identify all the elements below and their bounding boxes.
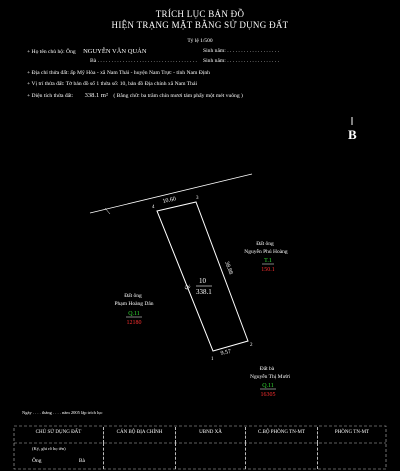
neighbor-owner-type: Đất ông: [256, 241, 274, 247]
signature-table-header: [14, 427, 386, 443]
north-label: B: [348, 127, 357, 142]
neighbor-area: 150.1: [261, 267, 275, 273]
dimension-right: 38.88: [223, 260, 234, 276]
owner-name: NGUYỄN VĂN QUẢN: [83, 48, 147, 55]
document-subtitle: HIỆN TRẠNG MẶT BẰNG SỬ DỤNG ĐẤT: [111, 20, 289, 30]
neighbor-owner-type: Đất ông: [124, 293, 142, 299]
neighbor-code: Q.11: [128, 311, 140, 317]
area-value: 338.1 m²: [84, 92, 108, 99]
table-header-cell: C.BỘ PHÒNG TN-MT: [246, 427, 318, 443]
neighbor-owner-type: Đất bà: [259, 366, 275, 372]
vertex-label: 1: [211, 357, 214, 362]
neighbor-code: T.1: [264, 258, 272, 264]
location-line: + Vị trí thửa đất: Tờ bản đồ số 1 thửa số: 10, bản đồ Địa chính xã Nam Thái: [27, 81, 198, 87]
neighbor-owner-name: Nguyễn Phú Hoàng: [244, 249, 288, 255]
document-title: TRÍCH LỤC BẢN ĐỒ: [155, 9, 245, 19]
cadastral-officer-cell: [104, 443, 176, 469]
signature-owner: Ông: [32, 458, 42, 464]
parcel-number: 10: [199, 277, 206, 285]
address-line: + Địa chỉ thửa đất: ấp Mỹ Hòa - xã Nam Thái - huyện Nam Trực - tỉnh Nam Định: [27, 70, 210, 76]
vertex-label: 4: [152, 205, 155, 210]
vertex-label: 3: [196, 196, 199, 201]
signature-spouse: Bà: [78, 458, 85, 464]
signature-note: (Ký, ghi rõ họ tên): [32, 446, 66, 451]
road-line: [90, 174, 252, 213]
parcel-area: 338.1: [196, 288, 212, 296]
tnmt-office-cell: [318, 443, 386, 469]
tnmt-officer-cell: [246, 443, 318, 469]
table-header-cell: UBND XÃ: [176, 427, 246, 443]
neighbor-owner-name: Phạm Hoàng Dân: [114, 301, 154, 307]
table-header-cell: CHỦ SỬ DỤNG ĐẤT: [14, 427, 104, 443]
neighbor-code: Q.11: [262, 383, 274, 389]
signature-names: [32, 458, 103, 464]
table-header-cell: CÁN BỘ ĐỊA CHÍNH: [104, 427, 176, 443]
commune-ubnd-cell: [176, 443, 246, 469]
spouse-line: Bà . . . . . . . . . . . . . . . . . . . . . . . . . . . . . . . . . . . .: [90, 58, 197, 64]
owner-prefix: + Họ tên chủ hộ: Ông: [27, 49, 76, 55]
signature-table-body: [14, 443, 386, 469]
table-header-cell: PHÒNG TN-MT: [334, 430, 370, 435]
neighbor-area: 16305: [260, 392, 276, 398]
area-prefix: + Diện tích thửa đất:: [27, 93, 74, 99]
neighbor-owner-name: Nguyễn Thị Mười: [249, 374, 291, 380]
parcel-side-label: Q.: [184, 283, 192, 291]
area-words: ( Bằng chữ: ba trăm chín mươi tám phẩy một mét vuông ): [113, 93, 243, 99]
owner-birth: Sinh năm: . . . . . . . . . . . . . . . . . . .: [203, 48, 279, 54]
dimension-bottom: 9.57: [220, 348, 232, 357]
spouse-birth: Sinh năm: . . . . . . . . . . . . . . . . . . .: [203, 58, 279, 64]
dimension-top: 10.60: [162, 196, 177, 205]
vertex-label: 2: [250, 343, 253, 348]
neighbor-area: 12180: [126, 320, 142, 326]
date-line: Ngày . . . . tháng . . . . năm 2005 lập trích lục: [22, 410, 103, 415]
scale-label: Tỷ lệ 1/500: [187, 38, 213, 44]
owner-signature-cell: [14, 443, 104, 469]
